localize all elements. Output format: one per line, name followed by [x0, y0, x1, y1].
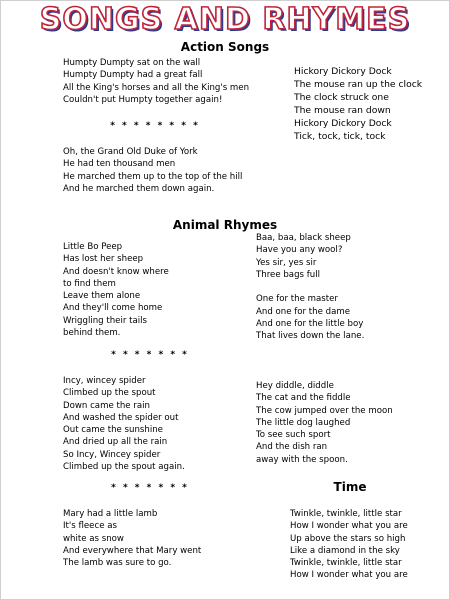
rhyme-line: And dried up all the rain — [63, 437, 168, 448]
rhyme-line: Wriggling their tails — [63, 315, 147, 326]
rhyme-line: Mary had a little lamb — [63, 509, 158, 519]
rhyme-line: Baa, baa, black sheep — [256, 233, 351, 243]
rhyme-line: away with the spoon. — [256, 454, 348, 465]
separator-stars: * * * * * * * * — [110, 121, 200, 131]
rhyme-little-bo-peep — [63, 241, 169, 339]
rhyme-line: That lives down the lane. — [256, 331, 365, 342]
rhyme-humpty-dumpty — [63, 57, 249, 106]
rhyme-line: Has lost her sheep — [63, 254, 144, 265]
rhyme-line: Three bags full — [256, 269, 320, 280]
rhyme-line: And he marched them down again. — [63, 183, 215, 194]
rhyme-line: And washed the spider out — [63, 412, 179, 423]
rhyme-line: Down came the rain — [63, 400, 150, 411]
rhyme-line: Out came the sunshine — [63, 425, 163, 436]
rhyme-line: Hey diddle, diddle — [256, 381, 334, 391]
rhyme-line: And one for the little boy — [256, 319, 364, 330]
rhyme-line: All the King's horses and all the King's men — [63, 82, 250, 93]
rhyme-line: He marched them up to the top of the hill — [63, 171, 243, 182]
rhyme-line: It's fleece as — [63, 521, 117, 532]
rhyme-line: One for the master — [256, 294, 338, 305]
rhyme-line: Oh, the Grand Old Duke of York — [63, 147, 198, 157]
rhyme-line: to find them — [63, 278, 116, 289]
rhyme-line: And the dish ran — [256, 442, 328, 453]
section-title-animal-rhymes: Animal Rhymes — [172, 218, 278, 232]
rhyme-line: Little Bo Peep — [63, 242, 123, 252]
rhyme-line: Couldn't put Humpty together again! — [63, 94, 223, 105]
rhyme-line: Hickory Dickory Dock — [294, 118, 392, 129]
rhyme-line: behind them. — [63, 328, 121, 339]
rhyme-line: Have you any wool? — [256, 245, 343, 256]
rhyme-hey-diddle-diddle — [256, 380, 393, 466]
rhyme-line: Leave them alone — [63, 291, 141, 302]
rhyme-line: Like a diamond in the sky — [290, 545, 400, 556]
rhyme-line: Incy, wincey spider — [63, 376, 146, 386]
rhyme-line: The cat and the fiddle — [256, 393, 351, 404]
rhyme-line: Humpty Dumpty had a great fall — [63, 70, 203, 81]
rhyme-line: Yes sir, yes sir — [256, 257, 317, 268]
rhyme-line: The little dog laughed — [256, 417, 351, 428]
rhyme-line: Twinkle, twinkle, little star — [290, 558, 402, 569]
rhyme-line: The mouse ran up the clock — [294, 79, 423, 90]
rhyme-line: The clock struck one — [294, 92, 389, 103]
rhyme-baa-baa-black-sheep — [256, 232, 364, 343]
rhyme-line: Up above the stars so high — [290, 533, 406, 544]
rhyme-incy-wincey-spider — [63, 375, 185, 473]
rhyme-line: So Incy, Wincey spider — [63, 449, 161, 460]
rhyme-grand-old-duke — [63, 146, 242, 195]
separator-stars: * * * * * * * — [111, 350, 189, 360]
rhyme-line: Hickory Dickory Dock — [294, 66, 392, 77]
rhyme-mary-had-a-little-lamb — [63, 508, 201, 569]
rhyme-line: To see such sport — [256, 430, 331, 441]
rhyme-line: And one for the dame — [256, 306, 350, 317]
rhyme-line: Tick, tock, tick, tock — [294, 131, 386, 142]
rhyme-line: And everywhere that Mary went — [63, 545, 202, 556]
rhyme-line: Climbed up the spout again. — [63, 462, 185, 473]
rhyme-line: The lamb was sure to go. — [63, 558, 172, 569]
rhyme-line: Climbed up the spout — [63, 388, 156, 399]
separator-stars: * * * * * * * — [111, 483, 189, 493]
section-title-time: Time — [333, 480, 367, 494]
rhyme-twinkle-twinkle — [290, 508, 408, 582]
rhyme-line: And doesn't know where — [63, 266, 169, 277]
rhyme-line: Humpty Dumpty sat on the wall — [63, 58, 201, 68]
section-title-action-songs: Action Songs — [180, 40, 270, 54]
page-title: SONGS AND RHYMES — [39, 2, 411, 37]
rhyme-line: The cow jumped over the moon — [256, 405, 393, 416]
rhyme-line: He had ten thousand men — [63, 159, 176, 170]
rhyme-line: And they'll come home — [63, 303, 163, 314]
rhyme-line: Twinkle, twinkle, little star — [290, 509, 402, 519]
rhyme-hickory-dickory — [294, 65, 422, 143]
rhyme-line: How I wonder what you are — [290, 521, 408, 532]
rhyme-line: How I wonder what you are — [290, 570, 408, 581]
rhyme-line: white as snow — [63, 533, 124, 544]
rhyme-line: The mouse ran down — [294, 105, 391, 116]
rhyme-line — [256, 281, 364, 293]
